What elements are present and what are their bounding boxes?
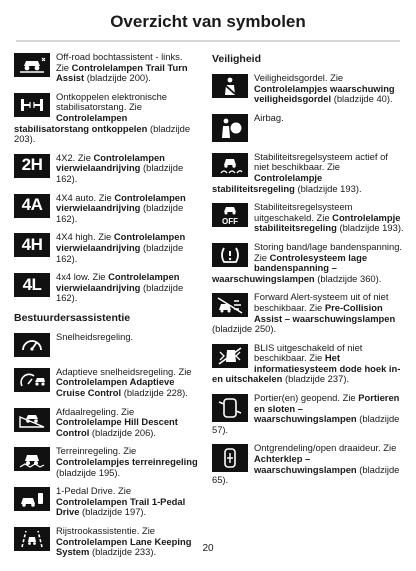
section-heading-driver-assist: Bestuurdersassistentie (14, 311, 131, 324)
tailgate-icon (212, 444, 248, 472)
seatbelt-icon (212, 74, 248, 98)
symbol-entry: OFF Stabiliteitsregelsysteem uitgeschakeld. Zie Controlelampje stabiliteitsregeling (bladzijde 193). (212, 202, 404, 234)
page-title: Overzicht van symbolen (110, 12, 306, 31)
symbol-entry: Airbag. (212, 113, 404, 144)
page-number: 20 (202, 543, 214, 554)
door-open-icon (212, 394, 248, 422)
airbag-icon (212, 114, 248, 142)
4h-icon: 4H (14, 233, 50, 257)
offroad-descent-icon (14, 53, 50, 77)
stability-off-icon: OFF (212, 203, 248, 227)
4l-icon: 4L (14, 273, 50, 297)
right-column (212, 52, 404, 494)
speedometer-icon (14, 333, 50, 357)
disconnect-stabilizer-icon (14, 93, 50, 117)
symbol-entry: Terreinregeling. Zie Controlelampjes terreinregeling (bladzijde 195). (14, 446, 198, 478)
left-column (14, 52, 198, 566)
symbol-entry: Off-road bochtassistent - links. Zie Controlelampen Trail Turn Assist (bladzijde 200). (14, 52, 198, 84)
header-divider (16, 40, 400, 42)
symbol-entry: Snelheidsregeling. (14, 332, 198, 359)
symbol-entry: Storing band/lage bandenspanning. Zie Controlesysteem lage bandenspanning – waarschuwingslampen (bladzijde 360). (212, 240, 403, 284)
symbol-entry: Afdaalregeling. Zie Controlelampe Hill Descent Control (bladzijde 206). (14, 407, 198, 439)
symbol-entry: Portier(en) geopend. Zie Portieren en sloten – waarschuwingslampen (bladzijde 57). (212, 392, 400, 435)
forward-alert-icon (212, 293, 248, 317)
symbol-entry: Rijstrookassistentie. Zie Controlelampen Lane Keeping System (bladzijde 233). (14, 526, 198, 558)
section-heading-safety: Veiligheid (212, 53, 262, 65)
symbol-entry: 4H 4X4 high. Zie Controlelampen vierwielaandrijving (bladzijde 162). (14, 232, 198, 264)
2h-icon: 2H (14, 154, 50, 178)
tire-pressure-icon (212, 243, 248, 267)
symbol-entry: Forward Alert-systeem uit of niet beschikbaar. Zie Pre-Collision Assist – waarschuwingslampen (bladzijde 250). (212, 291, 396, 335)
page-header (0, 0, 416, 44)
symbol-entry: Ontgrendeling/open draaideur. Zie Achterklep – waarschuwingslampen (bladzijde 65). (212, 442, 400, 486)
symbol-entry: 1-Pedal Drive. Zie Controlelampen Trail 1-Pedal Drive (bladzijde 197). (14, 486, 198, 518)
symbol-entry: Stabiliteitsregelsysteem actief of niet beschikbaar. Zie Controlelampje stabiliteitsregeling (bladzijde 193). (212, 150, 388, 194)
adaptive-cruise-icon (14, 368, 50, 392)
symbol-entry: Adaptieve snelheidsregeling. Zie Controlelampen Adaptieve Cruise Control (bladzijde 228). (14, 367, 198, 399)
symbol-entry: Veiligheidsgordel. Zie Controlelampjes waarschuwing veiligheidsgordel (bladzijde 40). (212, 73, 404, 105)
symbol-entry: 4L 4x4 low. Zie Controlelampen vierwielaandrijving (bladzijde 162). (14, 272, 198, 304)
hill-descent-icon (14, 408, 50, 432)
symbol-entry: 4A 4X4 auto. Zie Controlelampen vierwielaandrijving (bladzijde 162). (14, 193, 198, 225)
symbol-entry: 2H 4X2. Zie Controlelampen vierwielaandrijving (bladzijde 162). (14, 153, 198, 185)
blis-off-icon (212, 344, 248, 368)
one-pedal-icon (14, 487, 50, 511)
4a-icon: 4A (14, 194, 50, 218)
stability-control-icon (212, 153, 248, 177)
symbol-entry: Ontkoppelen elektronische stabilisatorstang. Zie Controlelampen stabilisatorstang ontkoppelen (bladzijde 203). (14, 90, 191, 145)
terrain-control-icon (14, 447, 50, 471)
symbol-entry: BLIS uitgeschakeld of niet beschikbaar. Zie Het informatiesysteem dode hoek in- en uitschakelen (bladzijde 237). (212, 341, 401, 385)
